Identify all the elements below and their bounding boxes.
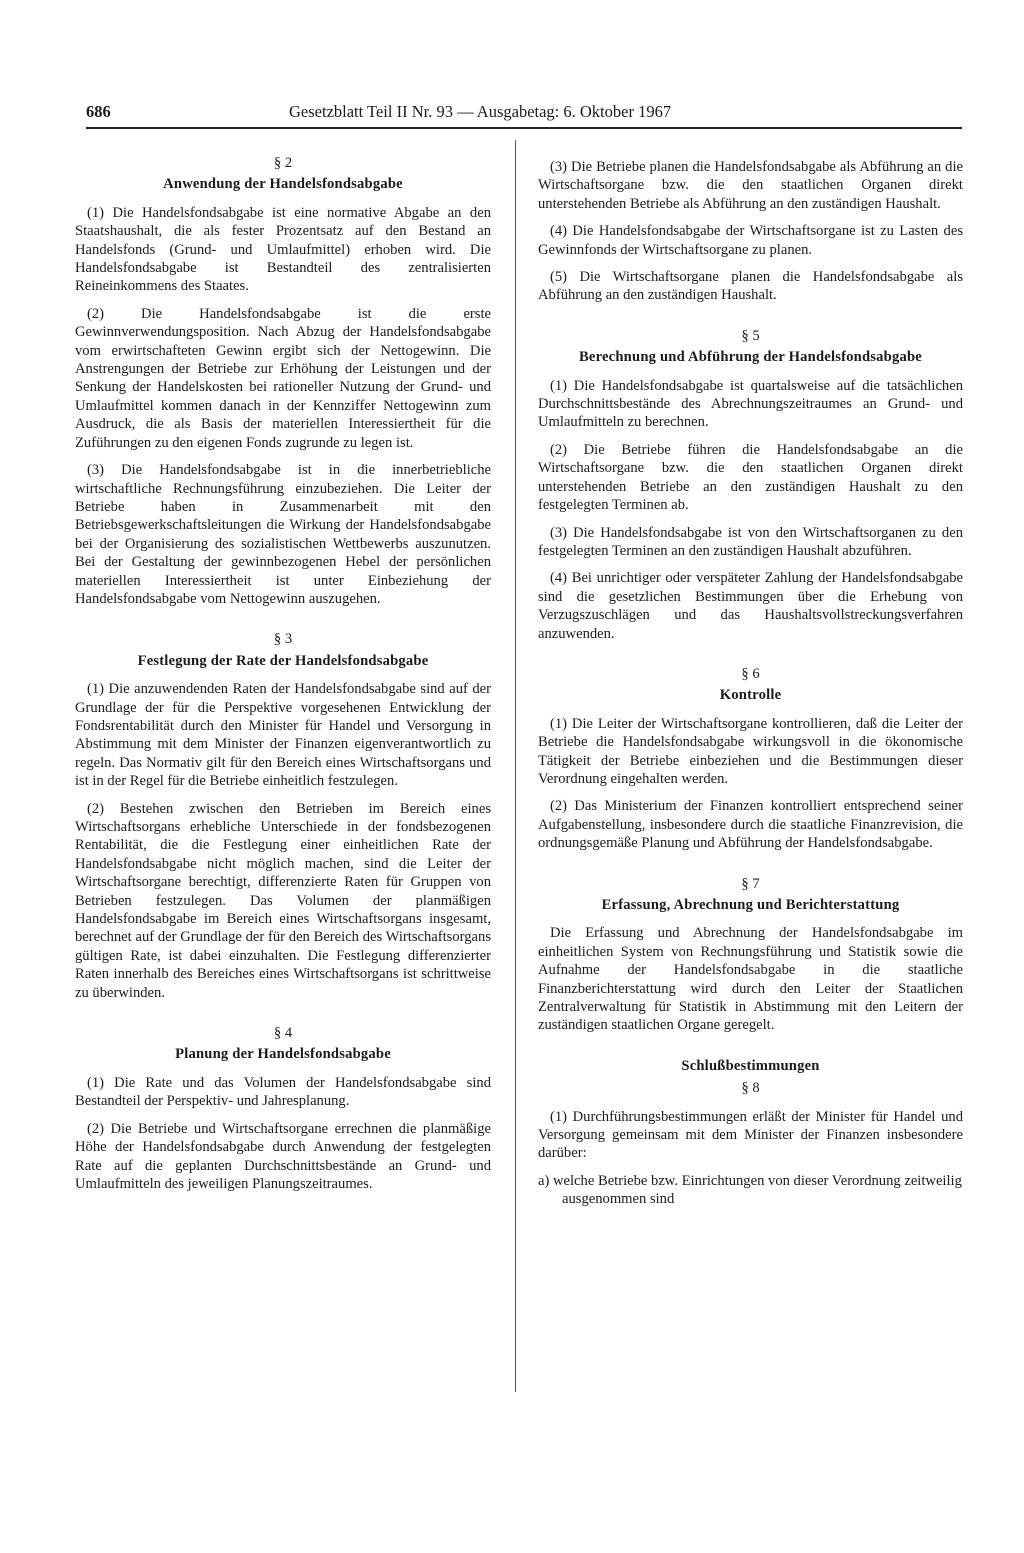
final-provisions-title: Schlußbestimmungen (681, 1057, 820, 1074)
gazette-title: Gesetzblatt Teil II Nr. 93 — Ausgabetag: 6. Oktober 1967 (289, 102, 672, 121)
paragraph: (2) Die Betriebe führen die Handelsfondsabgabe an die Wirtschaftsorgane bzw. die den staatlichen Organen direkt unterstehenden Betriebe an den zuständigen Haushalt zu den festgelegten Terminen ab. (538, 441, 963, 514)
header-rule (86, 127, 962, 129)
page-number: 686 (86, 102, 111, 121)
section-title: Erfassung, Abrechnung und Berichterstattung (601, 897, 900, 913)
paragraph: (4) Die Handelsfondsabgabe der Wirtschaftsorgane ist zu Lasten des Gewinnfonds der Wirtschaftsorgane zu planen. (538, 223, 963, 258)
section-number: § 5 (741, 327, 760, 344)
paragraph: (1) Die Rate und das Volumen der Handelsfondsabgabe sind Bestandteil der Perspektiv- und Jahresplanung. (75, 1074, 491, 1110)
paragraph: (2) Die Betriebe und Wirtschaftsorgane errechnen die planmäßige Höhe der Handelsfondsabgabe durch Anwendung der festgelegten Rate auf die geplanten Durchschnittsbestände an Grund- und Umlaufmitteln des jeweiligen Planungszeitraumes. (75, 1120, 491, 1192)
left-column (75, 140, 491, 1202)
page-header (86, 100, 962, 124)
section-title: Berechnung und Abführung der Handelsfondsabgabe (578, 349, 922, 366)
right-column (538, 158, 963, 1209)
section-title: Anwendung der Handelsfondsabgabe (163, 176, 403, 193)
paragraph: (2) Das Ministerium der Finanzen kontrolliert entsprechend seiner Aufgabenstellung, insbesondere durch die staatliche Finanzrevision, die ordnungsgemäße Planung und Abführung der Handelsfondsabgabe. (538, 798, 963, 852)
section-title: Planung der Handelsfondsabgabe (175, 1046, 391, 1063)
paragraph: (1) Die anzuwendenden Raten der Handelsfondsabgabe sind auf der Grundlage der für die Perspektive vorgesehenen Entwicklung der Fondsrentabilität durch den Minister für Handel und Versorgung in Abstimmung mit dem Minister der Finanzen eigenverantwortlich zu regeln. Das Normativ gilt für den Bereich eines Wirtschaftsorgans und ist in der Regel für die Betriebe einheitlich festzulegen. (75, 681, 491, 790)
section-title: Kontrolle (719, 687, 782, 704)
section-number: § 2 (273, 155, 293, 171)
paragraph: (2) Bestehen zwischen den Betrieben im Bereich eines Wirtschaftsorgans erhebliche Unterschiede in der fondsbezogenen Rentabilität, die die Festlegung einer einheitlichen Rate der Handelsfondsabgabe nicht möglich machen, sind die Leiter der Wirtschaftsorgane berechtigt, differenzierte Raten für Gruppen von Betrieben festzulegen. Das Volumen der planmäßigen Handelsfondsabgabe im Bereich eines Wirtschaftsorgans insgesamt, berechnet auf der Grundlage der für den Bereich des Wirtschaftsorgans gültigen Rate, ist dabei einzuhalten. Die Festlegung differenzierter Raten innerhalb des Bereiches eines Wirtschaftsorgans ist schrittweise zu überwinden. (75, 800, 491, 1001)
paragraph: Die Erfassung und Abrechnung der Handelsfondsabgabe im einheitlichen System von Rechnungsführung und Statistik sowie die Aufnahme der Handelsfondsabgabe in die staatliche Finanzberichterstattung wird durch den Leiter der Staatlichen Zentralverwaltung für Statistik in Abstimmung mit den Leitern der zuständigen staatlichen Organe geregelt. (538, 925, 963, 1034)
section-number: § 8 (741, 1080, 760, 1097)
paragraph: (1) Die Handelsfondsabgabe ist quartalsweise auf die tatsächlichen Durchschnittsbestände des Abrechnungszeitraumes an Grund- und Umlaufmitteln zu berechnen. (538, 377, 963, 431)
section-number: § 6 (741, 665, 760, 682)
section-title: Festlegung der Rate der Handelsfondsabgabe (137, 652, 429, 669)
section-number: § 7 (741, 875, 760, 892)
paragraph: (5) Die Wirtschaftsorgane planen die Handelsfondsabgabe als Abführung an den zuständigen Haushalt. (538, 269, 963, 304)
paragraph: (3) Die Handelsfondsabgabe ist in die innerbetriebliche wirtschaftliche Rechnungsführung einzubeziehen. Die Leiter der Betriebe haben in Zusammenarbeit mit den Betriebsgewerkschaftsleitungen die Wirkung der Handelsfondsabgabe bei der Organisierung des sozialistischen Wettbewerbs auszunutzen. Bei der Gestaltung der gewinnbezogenen Hebel der persönlichen materiellen Interessiertheit ist unter Einbeziehung der Handelsfondsabgabe vom Nettogewinn auszugehen. (75, 462, 491, 607)
paragraph: (1) Durchführungsbestimmungen erläßt der Minister für Handel und Versorgung gemeinsam mit dem Minister der Finanzen insbesondere darüber: (538, 1108, 963, 1162)
paragraph: (1) Die Handelsfondsabgabe ist eine normative Abgabe an den Staatshaushalt, die als fester Prozentsatz auf den Bestand an Handelsfonds (Grund- und Umlaufmittel) erhoben wird. Die Handelsfondsabgabe ist Bestandteil des zentralisierten Reineinkommens des Staates. (75, 204, 491, 295)
paragraph: (2) Die Handelsfondsabgabe ist die erste Gewinnverwendungsposition. Nach Abzug der Handelsfondsabgabe vom erwirtschafteten Gewinn ergibt sich der Nettogewinn. Die Anstrengungen der Betriebe zur Erhöhung der Leistungen und der Senkung der Handelskosten bei rationeller Nutzung der Grund- und Umlaufmittel kommen danach in der Kennziffer Nettogewinn zum Ausdruck, die als Basis der materiellen Interessiertheit für die Zuführungen zu den eigenen Fonds zugrunde zu legen ist. (75, 305, 491, 451)
paragraph: (3) Die Betriebe planen die Handelsfondsabgabe als Abführung an die Wirtschaftsorgane bzw. die den staatlichen Organen direkt unterstehenden Betriebe als Abführung an den zuständigen Haushalt. (538, 159, 963, 212)
section-number: § 3 (273, 631, 293, 648)
paragraph: (3) Die Handelsfondsabgabe ist von den Wirtschaftsorganen zu den festgelegten Terminen an den zuständigen Haushalt abzuführen. (538, 524, 963, 559)
paragraph: (4) Bei unrichtiger oder verspäteter Zahlung der Handelsfondsabgabe sind die gesetzlichen Bestimmungen über die Erhebung von Verzugszuschlägen und das Haushaltsvollstreckungsverfahren anzuwenden. (538, 570, 963, 642)
section-number: § 4 (273, 1025, 293, 1042)
list-item: a) welche Betriebe bzw. Einrichtungen von dieser Verordnung zeitweilig ausgenommen sind (538, 1172, 962, 1208)
paragraph: (1) Die Leiter der Wirtschaftsorgane kontrollieren, daß die Leiter der Betriebe die Handelsfondsabgabe wirkungsvoll in die ökonomische Tätigkeit der Betriebe einbeziehen und die Bestimmungen dieser Verordnung eingehalten werden. (538, 715, 963, 787)
column-divider (515, 140, 516, 1392)
